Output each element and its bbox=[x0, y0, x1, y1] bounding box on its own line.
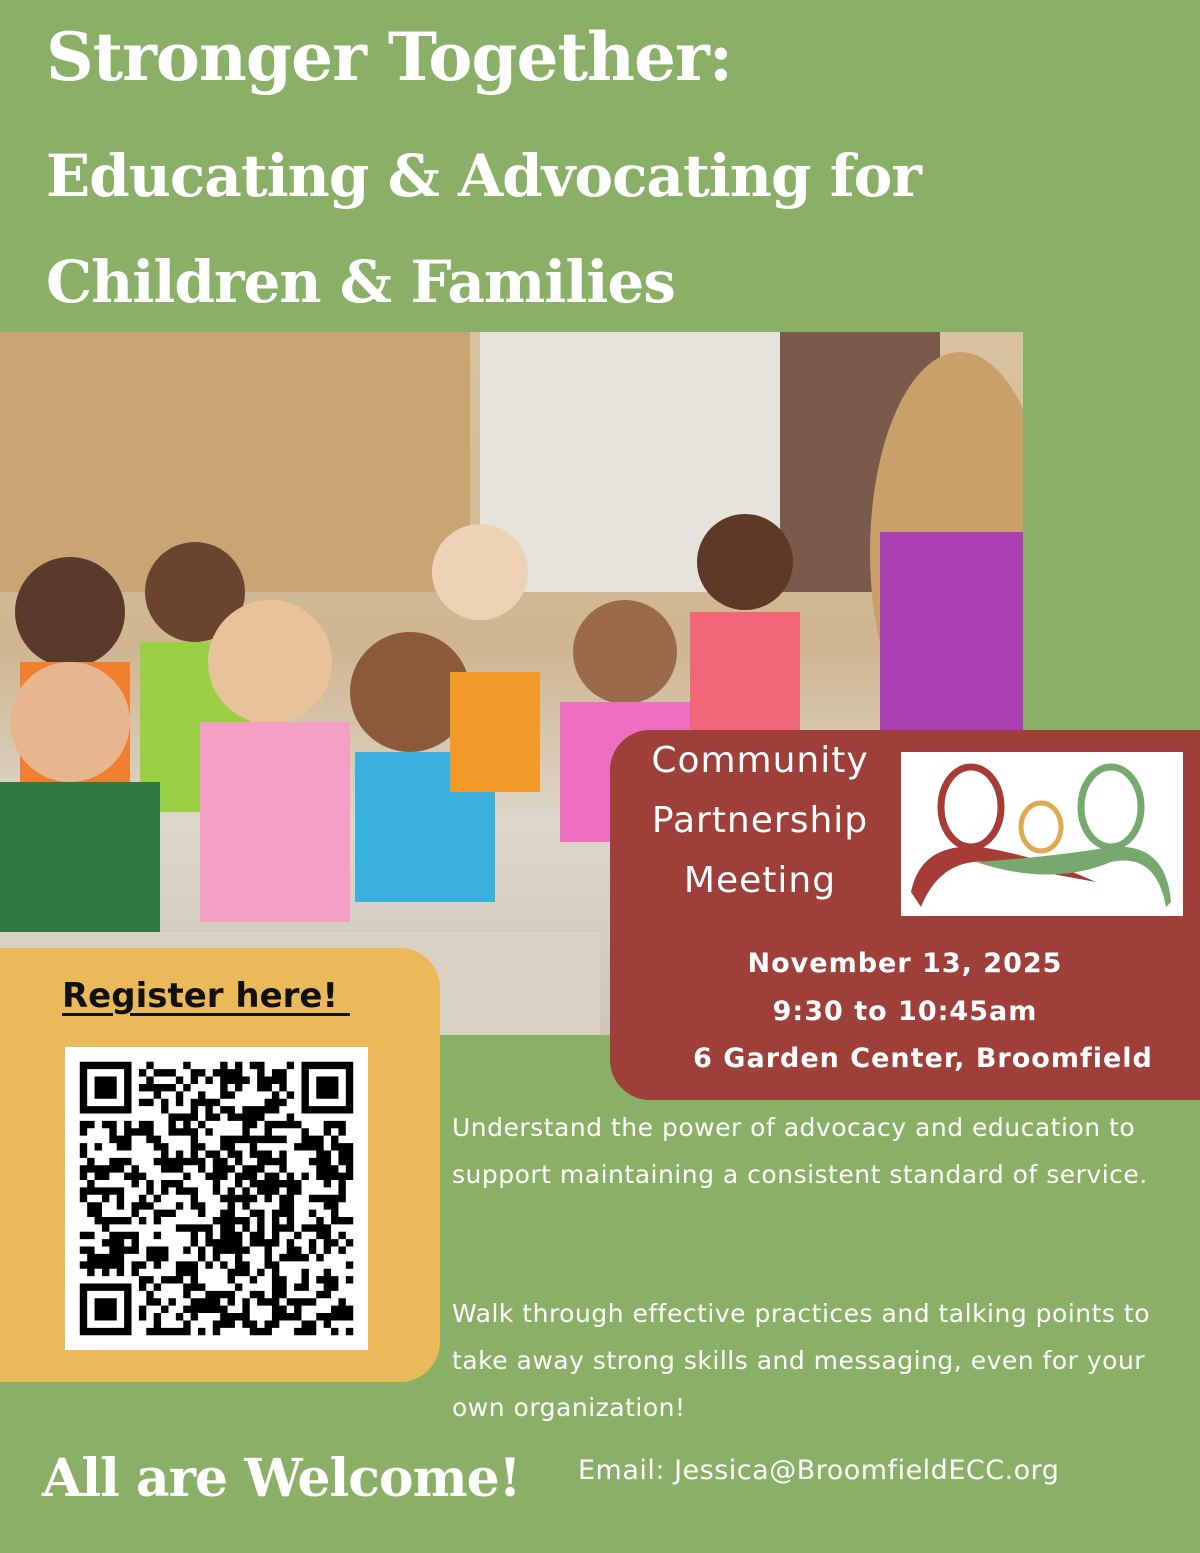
event-name-line: Partnership bbox=[651, 800, 869, 841]
event-location: 6 Garden Center, Broomfield bbox=[693, 1043, 1153, 1074]
register-link[interactable]: Register here! bbox=[62, 976, 350, 1016]
event-name-line: Meeting bbox=[683, 860, 837, 901]
event-details-panel bbox=[610, 730, 1200, 1100]
title-line-3: Children & Families bbox=[46, 248, 675, 316]
title-line-2: Educating & Advocating for bbox=[46, 142, 921, 210]
registration-panel bbox=[0, 948, 440, 1382]
registration-qr-code[interactable] bbox=[65, 1047, 368, 1350]
title-line-1: Stronger Together: bbox=[46, 18, 733, 96]
organization-logo bbox=[901, 752, 1183, 916]
welcome-text: All are Welcome! bbox=[42, 1448, 521, 1509]
qr-modules bbox=[80, 1062, 353, 1335]
cabinet bbox=[0, 332, 470, 592]
description-paragraph-1: Understand the power of advocacy and education to support maintaining a consistent standard of service. bbox=[452, 1113, 1148, 1189]
description-paragraph-2: Walk through effective practices and talking points to take away strong skills and messaging, even for your own organization! bbox=[452, 1299, 1150, 1422]
event-time: 9:30 to 10:45am bbox=[772, 996, 1038, 1027]
contact-email[interactable]: Email: Jessica@BroomfieldECC.org bbox=[578, 1455, 1060, 1486]
event-name-line: Community bbox=[651, 740, 869, 781]
event-date: November 13, 2025 bbox=[747, 948, 1063, 979]
